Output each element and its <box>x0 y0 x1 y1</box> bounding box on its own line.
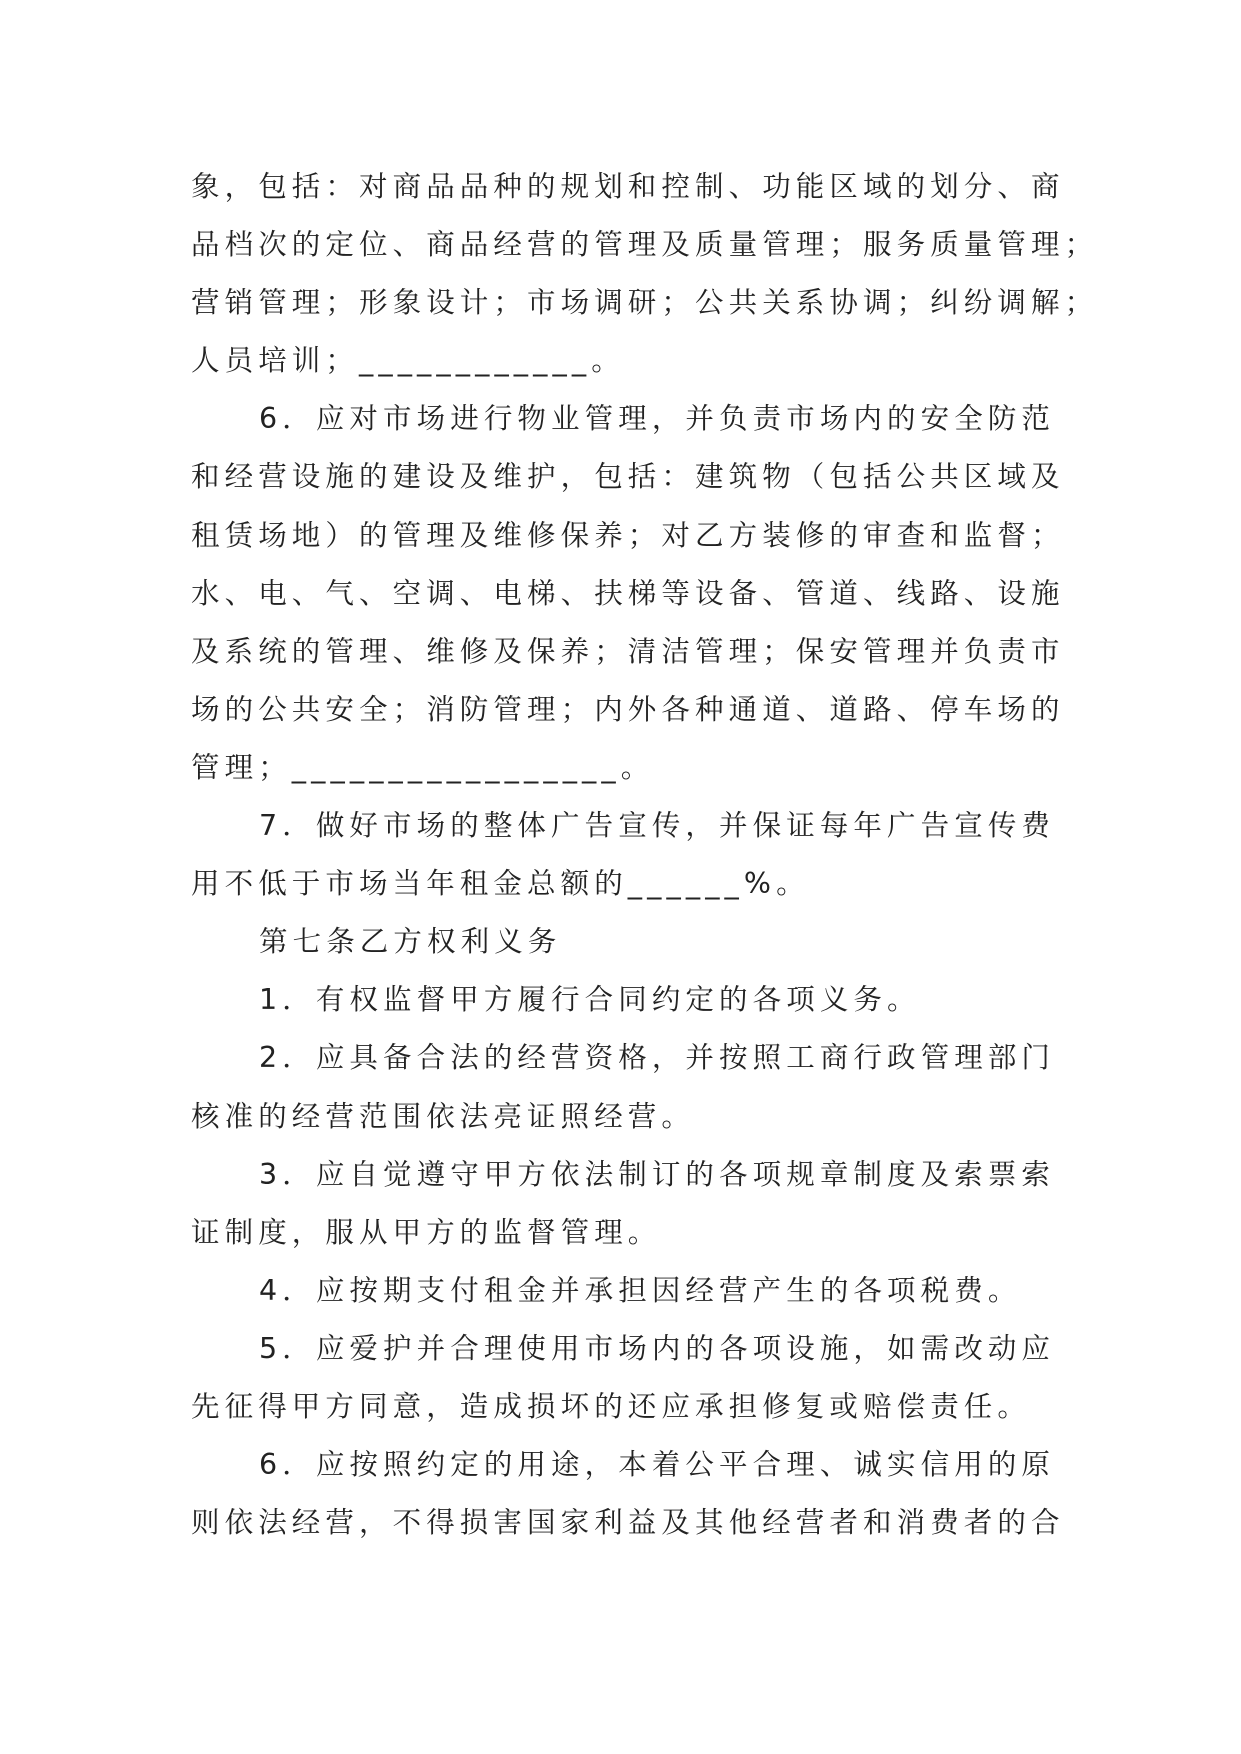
text-line: 先征得甲方同意，造成损坏的还应承担修复或赔偿责任。 <box>191 1389 1032 1423</box>
text-line: 场的公共安全；消防管理；内外各种通道、道路、停车场的 <box>191 692 1065 726</box>
text-line: 管理；_________________。 <box>191 750 655 784</box>
text-line: 和经营设施的建设及维护，包括：建筑物（包括公共区域及 <box>191 460 1065 494</box>
text-line: 租赁场地）的管理及维修保养；对乙方装修的审查和监督； <box>191 518 1065 552</box>
text-line: 用不低于市场当年租金总额的______%。 <box>191 867 810 901</box>
text-line: 3．应自觉遵守甲方依法制订的各项规章制度及索票索 <box>259 1157 1056 1191</box>
text-line: 及系统的管理、维修及保养；清洁管理；保安管理并负责市 <box>191 634 1065 668</box>
text-line: 人员培训；____________。 <box>191 344 625 378</box>
text-line: 7．做好市场的整体广告宣传，并保证每年广告宣传费 <box>259 809 1056 843</box>
text-line: 营销管理；形象设计；市场调研；公共关系协调；纠纷调解； <box>191 286 1099 320</box>
section-heading: 第七条乙方权利义务 <box>259 925 562 959</box>
text-line: 4．应按期支付租金并承担因经营产生的各项税费。 <box>259 1273 1022 1307</box>
text-line: 2．应具备合法的经营资格，并按照工商行政管理部门 <box>259 1041 1056 1075</box>
text-line: 5．应爱护并合理使用市场内的各项设施，如需改动应 <box>259 1331 1056 1365</box>
document-body <box>191 158 1099 1552</box>
text-line: 6．应对市场进行物业管理，并负责市场内的安全防范 <box>259 402 1056 436</box>
text-line: 水、电、气、空调、电梯、扶梯等设备、管道、线路、设施 <box>191 576 1065 610</box>
text-line: 证制度，服从甲方的监督管理。 <box>191 1215 662 1249</box>
text-line: 6．应按照约定的用途，本着公平合理、诚实信用的原 <box>259 1448 1056 1482</box>
text-line: 核准的经营范围依法亮证照经营。 <box>191 1099 696 1133</box>
text-line: 象，包括：对商品品种的规划和控制、功能区域的划分、商 <box>191 170 1065 203</box>
text-line: 品档次的定位、商品经营的管理及质量管理；服务质量管理； <box>191 228 1099 262</box>
text-line: 则依法经营，不得损害国家利益及其他经营者和消费者的合 <box>191 1506 1065 1540</box>
text-line: 1．有权监督甲方履行合同约定的各项义务。 <box>259 983 921 1017</box>
